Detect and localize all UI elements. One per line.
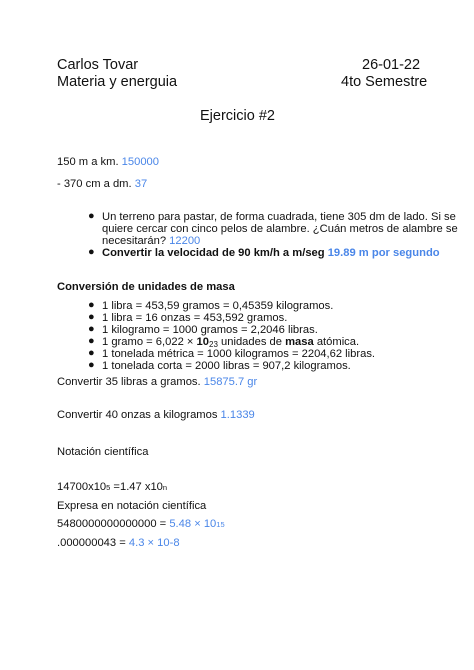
exercise-1 — [57, 156, 159, 168]
exercise-4-answer: 1.1339 — [220, 409, 255, 421]
subject-name: Materia y energuia — [57, 74, 178, 90]
mass-item: 1 tonelada métrica = 1000 kilogramos = 2204,62 libras. — [102, 348, 376, 360]
scientific-exercise-1-exp: 15 — [216, 520, 225, 529]
scientific-exercise-1 — [57, 518, 225, 530]
exercise-1-answer: 150000 — [121, 156, 160, 168]
bullet-icon: ● — [88, 246, 95, 258]
exercise-1-text: 150 m a km. — [57, 156, 119, 168]
exercise-4-text: Convertir 40 onzas a kilogramos — [57, 409, 218, 421]
exercise-2 — [57, 178, 147, 190]
bullet-item-land-line1: Un terreno para pastar, de forma cuadrada, tiene 305 dm de lado. Si se — [102, 211, 456, 223]
bullet-item-land-answer: 12200 — [169, 235, 201, 247]
bullet-icon: ● — [88, 210, 95, 222]
bullet-icon: ● — [88, 323, 95, 335]
scientific-example-result: =1.47 x10 — [110, 481, 163, 493]
exercise-2-text: - 370 cm a dm. — [57, 178, 132, 190]
mass-item: 1 tonelada corta = 2000 libras = 907,2 kilogramos. — [102, 360, 351, 372]
page-title: Ejercicio #2 — [200, 108, 275, 124]
exercise-4 — [57, 409, 255, 421]
mass-section-heading-text: Conversión de unidades de masa — [57, 281, 235, 293]
scientific-example — [57, 481, 167, 493]
mass-item: 1 libra = 453,59 gramos = 0,45359 kilogramos. — [102, 300, 334, 312]
bullet-icon: ● — [88, 347, 95, 359]
exercise-3 — [57, 376, 257, 388]
scientific-exercise-1-text: 5480000000000000 = — [57, 518, 170, 530]
bullet-icon: ● — [88, 335, 95, 347]
scientific-example-exp: 5 — [106, 483, 111, 492]
scientific-notation-heading: Notación científica — [57, 446, 149, 458]
mass-item: 1 kilogramo = 1000 gramos = 2,2046 libras. — [102, 324, 318, 336]
bullet-icon: ● — [88, 359, 95, 371]
scientific-exercise-2-answer: 4.3 × 10-8 — [128, 537, 180, 549]
scientific-prompt: Expresa en notación científica — [57, 500, 207, 512]
bullet-item-speed — [102, 247, 440, 259]
mass-section-heading — [57, 281, 235, 293]
scientific-example-result-exp: n — [162, 483, 168, 492]
bullet-item-speed-answer: 19.89 m por segundo — [327, 247, 440, 259]
mass-item-gram-post: atómica. — [313, 336, 360, 348]
mass-item-gram-pre: 1 gramo = 6,022 × — [102, 336, 197, 348]
bullet-item-land-line2: quiere cercar con cinco pelos de alambre. ¿Cuán metros de alambre se — [102, 223, 458, 235]
bullet-icon: ● — [88, 299, 95, 311]
scientific-exercise-1-answer: 5.48 × 10 — [169, 518, 217, 530]
bullet-item-land-line3 — [102, 235, 200, 247]
author-name: Carlos Tovar — [57, 57, 139, 73]
scientific-exercise-2-text: .000000043 = — [57, 537, 129, 549]
mass-item-gram-base: 10 — [196, 336, 209, 348]
semester-label: 4to Semestre — [341, 74, 428, 90]
bullet-item-speed-text: Convertir la velocidad de 90 km/h a m/seg — [102, 247, 325, 259]
bullet-item-land-line3-text: necesitarán? — [102, 235, 167, 247]
exercise-3-text: Convertir 35 libras a gramos. — [57, 376, 201, 388]
mass-item-gram-mid: unidades de — [217, 336, 286, 348]
scientific-exercise-2 — [57, 537, 180, 549]
mass-item-gram-bold: masa — [285, 336, 314, 348]
mass-item-gram-exp: 23 — [209, 340, 218, 349]
exercise-2-answer: 37 — [134, 178, 148, 190]
document-date: 26-01-22 — [362, 57, 421, 73]
scientific-example-base: 14700x10 — [57, 481, 107, 493]
bullet-icon: ● — [88, 311, 95, 323]
mass-item: 1 libra = 16 onzas = 453,592 gramos. — [102, 312, 288, 324]
exercise-3-answer: 15875.7 gr — [203, 376, 258, 388]
